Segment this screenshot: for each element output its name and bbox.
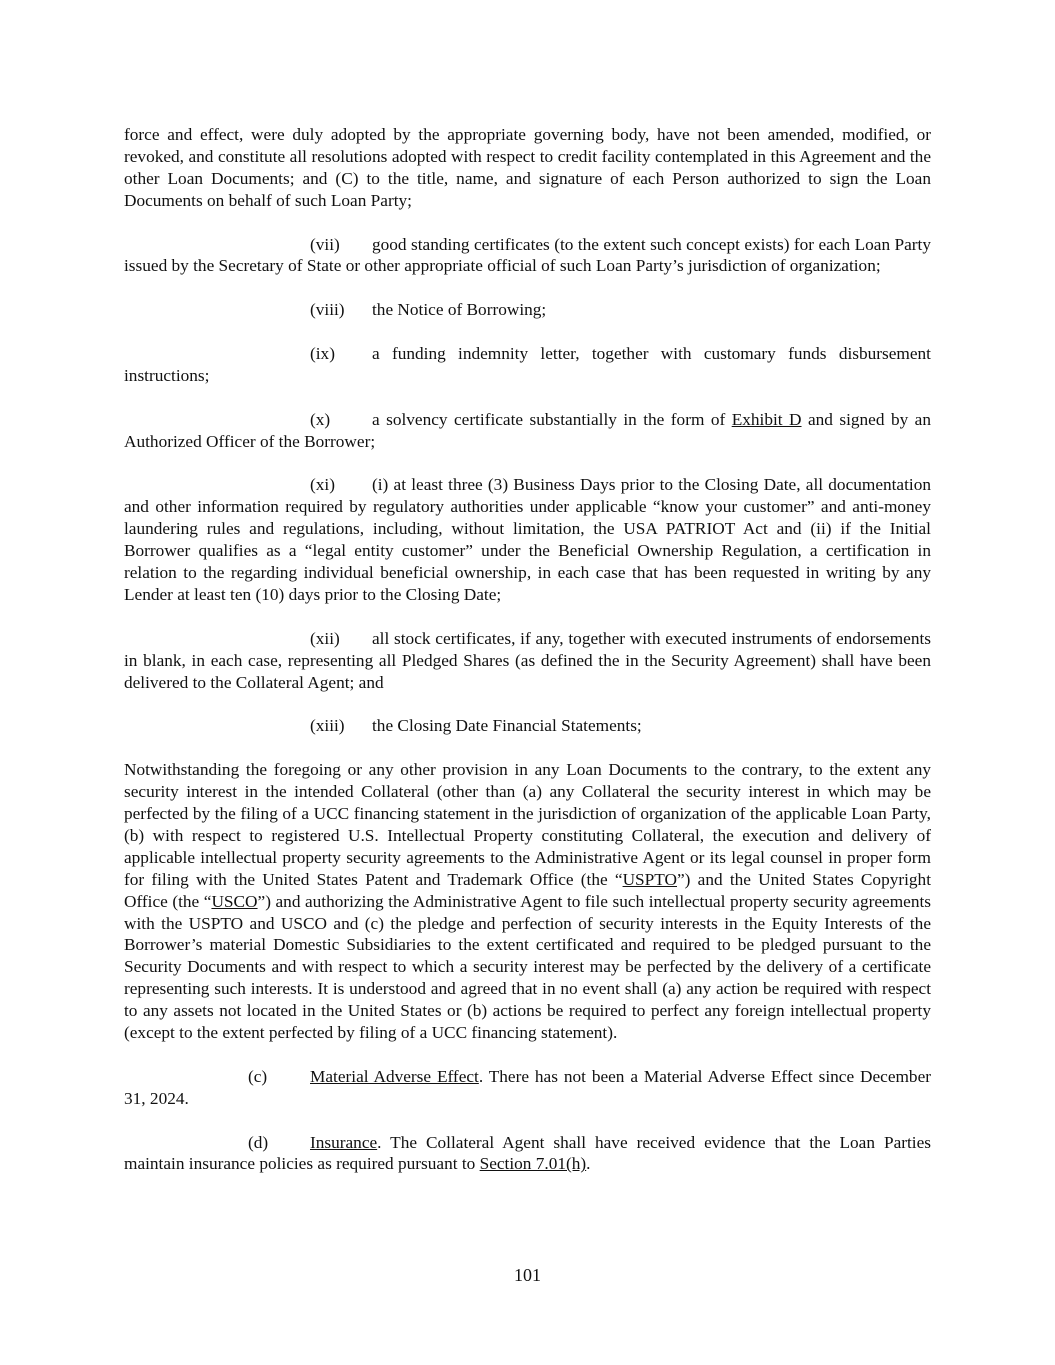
- section-letter: (c): [248, 1066, 268, 1086]
- section-text: . There has not been a Material Adverse Effect since December 31, 2024.: [124, 1066, 931, 1108]
- uspto-term: USPTO: [622, 869, 677, 889]
- clause-number: (xii): [310, 628, 340, 648]
- clause-text: a solvency certificate substantially in the form of: [372, 409, 732, 429]
- section-text-end: .: [586, 1154, 591, 1174]
- clause-text: a funding indemnity letter, together with customary funds disbursement instructions;: [124, 344, 931, 385]
- section-d: [124, 1132, 931, 1176]
- clause-number: (x): [310, 409, 331, 429]
- page-number: 101: [514, 1265, 541, 1285]
- section-c: [124, 1066, 931, 1110]
- section-heading: Insurance: [310, 1132, 378, 1152]
- clause-xii: [124, 628, 931, 694]
- section-7-01h-reference: Section 7.01(h): [479, 1154, 587, 1174]
- clause-viii: [124, 299, 931, 321]
- notwithstanding-text-1: Notwithstanding the foregoing or any other provision in any Loan Documents to the contrary, to the extent any security interest in the intended Collateral (other than (a) any Collateral the security interest in which may be perfected by the filing of a UCC financing statement in the jurisdiction of organization of the applicable Loan Party, (b) with respect to registered U.S. Intellectual Property constituting Collateral, the execution and delivery of applicable intellectual property security agreements to the Administrative Agent or its legal counsel in proper form for filing with the United States Patent and Trademark Office (the “: [124, 760, 931, 889]
- clause-text: all stock certificates, if any, together with executed instruments of endorsements in blank, in each case, representing all Pledged Shares (as defined the in the Security Agreement) shall have been delivered to the Collateral Agent; and: [124, 628, 931, 692]
- document-page: [124, 124, 931, 1175]
- clause-x: [124, 409, 931, 453]
- clause-number: (viii): [310, 300, 345, 320]
- usco-term: USCO: [211, 891, 258, 911]
- clause-text: the Notice of Borrowing;: [372, 300, 547, 320]
- clause-number: (ix): [310, 344, 335, 364]
- clause-number: (xi): [310, 475, 335, 495]
- clause-text-end: and signed by an Authorized Officer of the Borrower;: [124, 409, 931, 451]
- clause-ix: [124, 343, 931, 387]
- clause-xiii: [124, 715, 931, 737]
- clause-number: (xiii): [310, 716, 345, 736]
- exhibit-d-reference: Exhibit D: [731, 409, 802, 429]
- clause-number: (vii): [310, 234, 340, 254]
- resolutions-paragraph: force and effect, were duly adopted by the appropriate governing body, have not been amended, modified, or revoked, and constitute all resolutions adopted with respect to credit facility contemplated in this Agreement and the other Loan Documents; and (C) to the title, name, and signature of each Person authorized to sign the Loan Documents on behalf of such Loan Party;: [124, 125, 931, 210]
- clause-vii: [124, 234, 931, 278]
- section-heading: Material Adverse Effect: [310, 1066, 479, 1086]
- clause-xi: [124, 474, 931, 605]
- clause-text: good standing certificates (to the extent such concept exists) for each Loan Party issued by the Secretary of State or other appropriate official of such Loan Party’s jurisdiction of organization;: [124, 234, 931, 276]
- notwithstanding-text-3: ”) and authorizing the Administrative Agent to file such intellectual property security agreements with the USPTO and USCO and (c) the pledge and perfection of security interests in the Equity Interests of the Borrower’s material Domestic Subsidiaries to the extent certificated and required to be pledged pursuant to the Security Documents and with respect to which a security interest may be perfected by the delivery of a certificate representing such interests. It is understood and agreed that in no event shall (a) any action be required with respect to any assets not located in the United States or (b) actions be required to perfect any foreign intellectual property (except to the extent perfected by filing of a UCC financing statement).: [124, 891, 931, 1043]
- notwithstanding-paragraph: [124, 759, 931, 1044]
- section-letter: (d): [248, 1132, 269, 1152]
- notwithstanding-text-2: ”) and the United States Copyright Office (the “: [124, 869, 931, 911]
- clause-text: (i) at least three (3) Business Days prior to the Closing Date, all documentation and other information required by regulatory authorities under applicable “know your customer” and anti-money laundering rules and regulations, including, without limitation, the USA PATRIOT Act and (ii) if the Initial Borrower qualifies as a “legal entity customer” under the Beneficial Ownership Regulation, a certification in relation to the regarding individual beneficial ownership, in each case that has been requested in writing by any Lender at least ten (10) days prior to the Closing Date;: [124, 475, 931, 604]
- clause-text: the Closing Date Financial Statements;: [372, 716, 642, 736]
- section-text: . The Collateral Agent shall have received evidence that the Loan Parties maintain insurance policies as required pursuant to: [124, 1132, 931, 1174]
